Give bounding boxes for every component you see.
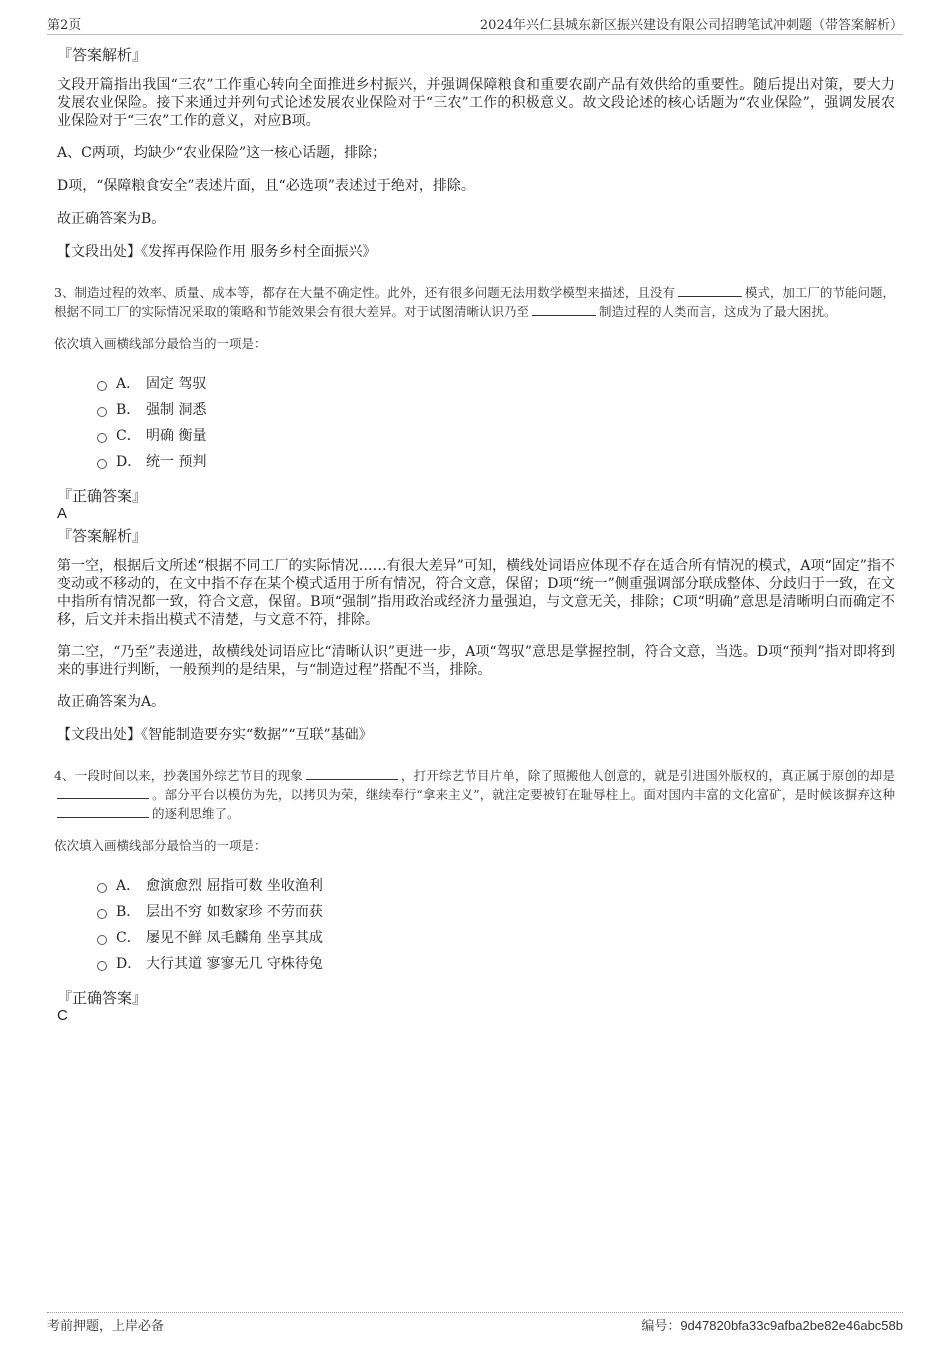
radio-icon[interactable]: [97, 381, 107, 391]
blank-line: [306, 767, 398, 780]
option-c[interactable]: C． 屡见不鲜 凤毛麟角 坐享其成: [97, 925, 895, 951]
correct-answer-label: 『正确答案』: [57, 487, 148, 505]
correct-answer: C: [57, 1007, 68, 1024]
footer-slogan: 考前押题，上岸必备: [47, 1319, 165, 1334]
option-b[interactable]: B． 强制 洞悉: [97, 397, 895, 423]
question-4-options: [97, 873, 895, 977]
blank-line: [57, 786, 149, 799]
q3-analysis-paragraph: 第二空，“乃至”表递进，故横线处词语应比“清晰认识”更进一步，A项“驾驭”意思是掌握控制，符合文意，当选。D项“预判”指对即将到来的事进行判断，一般预判的是结果，与“制造过程”搭配不当，排除。: [57, 644, 895, 678]
page-content: [54, 46, 895, 1029]
correct-answer: A: [57, 505, 68, 522]
option-c[interactable]: C． 明确 衡量: [97, 423, 895, 449]
blank-line: [678, 284, 742, 297]
page-number: 第2页: [47, 18, 82, 33]
analysis-label: 『答案解析』: [57, 527, 148, 545]
q3-analysis-paragraph: 第一空，根据后文所述“根据不同工厂的实际情况……有很大差异”可知，横线处词语应体现不存在适合所有情况的模式，A项“固定”指不变动或不移动的，在文中指不存在某个模式适用于所有情况，符合文意，保留；D项“统一”侧重强调部分联成整体、分歧归于一致，在文中指所有情况都一致，符合文意，保留。B项“强制”指用政治或经济力量强迫，与文意无关，排除；C项“明确”意思是清晰明白而确定不移，后文并未指出模式不清楚，与文意不符，排除。: [57, 558, 895, 628]
q3-analysis-paragraph: 故正确答案为A。: [57, 694, 166, 710]
prev-analysis-paragraph: D项，“保障粮食安全”表述片面，且“必选项”表述过于绝对，排除。: [57, 178, 475, 194]
option-a[interactable]: A． 固定 驾驭: [97, 371, 895, 397]
blank-line: [532, 303, 596, 316]
question-4-text: 4、一段时间以来，抄袭国外综艺节目的现象 ，打开综艺节目片单，除了照搬他人创意的，就是引进国外版权的，真正属于原创的却是。部分平台以模仿为先，以拷贝为荣，继续奉行“拿来主义”，就注定要被钉在耻辱柱上。面对国内丰富的文化富矿，是时候该摒弃这种的逐利思维了。: [54, 768, 895, 821]
radio-icon[interactable]: [97, 961, 107, 971]
document-code: 编号：9d47820bfa33c9afba2be82e46abc58b: [641, 1318, 903, 1334]
option-a[interactable]: A． 愈演愈烈 屈指可数 坐收渔利: [97, 873, 895, 899]
option-b[interactable]: B． 层出不穷 如数家珍 不劳而获: [97, 899, 895, 925]
option-d[interactable]: D． 大行其道 寥寥无几 守株待兔: [97, 951, 895, 977]
prev-analysis-paragraph: 故正确答案为B。: [57, 211, 166, 227]
question-4-prompt: 依次填入画横线部分最恰当的一项是：: [54, 838, 267, 853]
radio-icon[interactable]: [97, 883, 107, 893]
correct-answer-label: 『正确答案』: [57, 989, 148, 1007]
question-3-options: [97, 371, 895, 475]
document-title: 2024年兴仁县城东新区振兴建设有限公司招聘笔试冲刺题（带答案解析）: [479, 18, 903, 33]
radio-icon[interactable]: [97, 459, 107, 469]
question-3-text: 3、制造过程的效率、质量、成本等，都存在大量不确定性。此外，还有很多问题无法用数学模型来描述，且没有 模式，加工厂的节能问题，根据不同工厂的实际情况采取的策略和节能效果会有很大差异。对于试图清晰认识乃至 制造过程的人类而言，这成为了最大困扰。: [54, 285, 895, 319]
option-d[interactable]: D． 统一 预判: [97, 449, 895, 475]
radio-icon[interactable]: [97, 407, 107, 417]
question-3-prompt: 依次填入画横线部分最恰当的一项是：: [54, 336, 267, 351]
prev-analysis-paragraph: A、C两项，均缺少“农业保险”这一核心话题，排除；: [57, 145, 387, 161]
page-footer: [47, 1312, 903, 1335]
radio-icon[interactable]: [97, 935, 107, 945]
blank-line: [57, 805, 149, 818]
prev-analysis-paragraph: 文段开篇指出我国“三农”工作重心转向全面推进乡村振兴，并强调保障粮食和重要农副产品有效供给的重要性。随后提出对策，要大力发展农业保险。接下来通过并列句式论述发展农业保险对于“三农”工作的积极意义。故文段论述的核心话题为“农业保险”，强调发展农业保险对于“三农”工作的意义，对应B项。: [57, 77, 895, 129]
page-header: [47, 14, 903, 35]
analysis-label: 『答案解析』: [57, 46, 148, 64]
radio-icon[interactable]: [97, 909, 107, 919]
q3-source: 【文段出处】《智能制造要夯实“数据”“互联”基础》: [57, 727, 373, 743]
prev-source: 【文段出处】《发挥再保险作用 服务乡村全面振兴》: [57, 244, 377, 260]
radio-icon[interactable]: [97, 433, 107, 443]
